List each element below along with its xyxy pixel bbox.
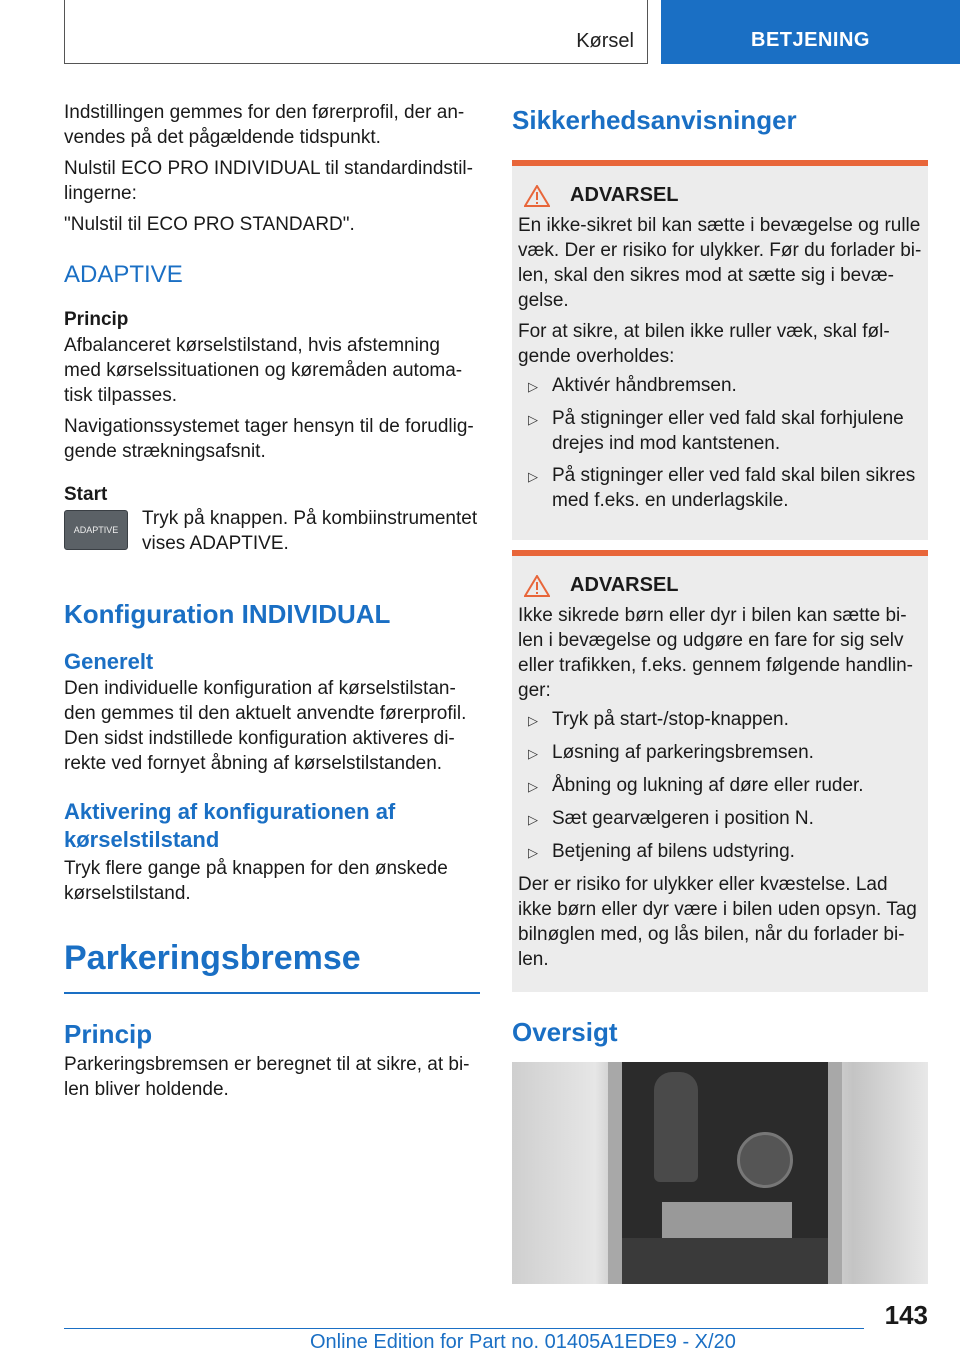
right-column [512,100,928,1284]
header-frame [64,0,648,64]
warning-label: ADVARSEL [570,184,679,206]
intro-paragraph: Indstillingen gemmes for den førerprofil, der an-vendes på det pågældende tidspunkt. [64,102,465,148]
generelt-heading: Generelt [64,649,154,674]
aktivering-paragraph: Tryk flere gange på knappen for den ønskede kørselstilstand. [64,858,448,904]
warning-text: Ikke sikrede børn eller dyr i bilen kan sætte bi-len i bevægelse og udgøre en fare for sig selv eller trafikken, f.eks. gennem følgende handlin-ger: [518,605,913,701]
warning-text: For at sikre, at bilen ikke ruller væk, skal føl-gende overholdes: [518,321,890,367]
adaptive-heading: ADAPTIVE [64,261,183,288]
console-photo [512,1062,928,1284]
warning-triangle-icon [524,575,550,597]
left-column [64,100,480,1102]
bullet-triangle-icon: ▷ [528,779,538,794]
warning-header [518,184,922,207]
bullet-triangle-icon: ▷ [528,845,538,860]
warning-box [512,160,928,540]
warning-label: ADVARSEL [570,574,679,596]
bullet-triangle-icon: ▷ [528,746,538,761]
list-item: ▷ På stigninger eller ved fald skal bilen sikres med f.eks. en underlagskile. [528,465,916,511]
aktivering-heading: Aktivering af konfigurationen af kørselstilstand [64,799,396,852]
start-paragraph: Tryk på knappen. På kombiinstrumentet vises ADAPTIVE. [142,508,478,554]
list-item: ▷ Tryk på start-/stop-knappen. [528,707,922,733]
warning-triangle-icon [524,185,550,207]
list-item: ▷ Løsning af parkeringsbremsen. [528,740,922,766]
warning-text: Der er risiko for ulykker eller kvæstelse. Lad ikke børn eller dyr være i bilen uden opsyn. Tag bilnøglen med, og lås bilen, når du forlader bi-len. [518,874,917,970]
princip-paragraph: Afbalanceret kørselstilstand, hvis afstemning med kørselssituationen og køremåden automa-tisk tilpasses. [64,335,463,406]
start-row [64,506,480,556]
header-section: Kørsel [576,30,634,52]
page-number: 143 [884,1300,928,1330]
warning-list [518,707,922,865]
list-item: ▷ Sæt gearvælgeren i position N. [528,806,922,832]
header-chapter: BETJENING [661,0,960,64]
footer-edition: Online Edition for Part no. 01405A1EDE9 - X/20 [310,1331,736,1353]
warning-text: En ikke-sikret bil kan sætte i bevægelse og rulle væk. Der er risiko for ulykker. Før du forlader bi-len, skal den sikres mod at sætte sig i bevæ-gelse. [518,215,922,311]
princip2-paragraph: Parkeringsbremsen er beregnet til at sikre, at bi-len bliver holdende. [64,1054,470,1100]
parking-brake-panel [622,1238,828,1284]
footer-rule [64,1328,864,1329]
princip-heading: Princip [64,309,129,330]
warning-box [512,550,928,992]
bullet-triangle-icon: ▷ [528,379,538,394]
warning-header [518,574,922,597]
bullet-triangle-icon: ▷ [528,812,538,827]
oversigt-heading: Oversigt [512,1017,618,1047]
konfig-heading: Konfiguration INDIVIDUAL [64,599,391,629]
warning-list [518,373,922,513]
bullet-triangle-icon: ▷ [528,713,538,728]
list-item: ▷ Aktivér håndbremsen. [528,373,922,399]
list-item: ▷ På stigninger eller ved fald skal forhjulene drejes ind mod kantstenen. [528,408,904,454]
controller-knob [737,1132,793,1188]
parkering-heading: Parkeringsbremse [64,939,361,977]
intro-paragraph: "Nulstil til ECO PRO STANDARD". [64,214,355,235]
princip-paragraph: Navigationssystemet tager hensyn til de forudlig-gende strækningsafsnit. [64,416,474,462]
intro-paragraph: Nulstil ECO PRO INDIVIDUAL til standardindstil-lingerne: [64,158,473,204]
list-item: ▷ Betjening af bilens udstyring. [528,839,922,865]
heading-rule [64,992,480,994]
adaptive-button-image: ADAPTIVE [64,510,128,550]
princip2-heading: Princip [64,1019,153,1049]
gear-selector [654,1072,698,1182]
bullet-triangle-icon: ▷ [528,469,538,484]
list-item: ▷ Åbning og lukning af døre eller ruder. [528,773,922,799]
sikkerhed-heading: Sikkerhedsanvisninger [512,105,797,135]
start-heading: Start [64,484,108,505]
generelt-paragraph: Den individuelle konfiguration af kørselstilstan-den gemmes til den aktuelt anvendte førerprofil. Den sidst indstillede konfiguration aktiveres di-rekte ved fornyet åbning af kørselstilstanden. [64,678,467,774]
bullet-triangle-icon: ▷ [528,412,538,427]
